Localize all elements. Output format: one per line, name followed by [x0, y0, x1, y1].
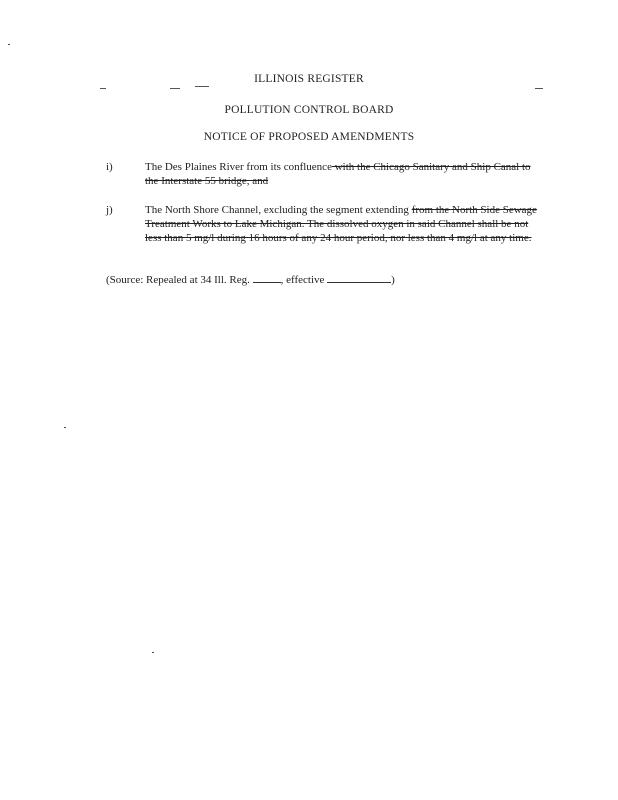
scan-speck — [170, 88, 180, 89]
scan-speck — [64, 427, 66, 428]
scan-speck — [100, 88, 106, 89]
notice-title: NOTICE OF PROPOSED AMENDMENTS — [203, 131, 415, 143]
item-text-kept: The North Shore Channel, excluding the segment extending — [145, 204, 412, 216]
source-suffix: ) — [391, 274, 395, 286]
item-text — [145, 160, 546, 188]
item-text-struck: from the North Side Sewage Treatment Works to Lake Michigan. The dissolved oxygen in said Channel shall be not less than 5 mg/l during 16 hours of any 24 hour period, nor less than 4 mg/l at any time. — [145, 204, 537, 244]
register-page-blank — [253, 272, 281, 283]
source-effective-label: , effective — [280, 274, 325, 286]
board-title: POLLUTION CONTROL BOARD — [224, 104, 394, 116]
effective-date-blank — [327, 272, 391, 283]
source-note — [106, 272, 395, 287]
scan-speck — [195, 86, 209, 87]
scan-speck — [152, 652, 154, 653]
register-title: ILLINOIS REGISTER — [254, 73, 364, 85]
list-item — [106, 203, 546, 245]
item-text-kept: The Des Plaines River from its confluence — [145, 161, 332, 173]
list-item — [106, 160, 546, 188]
scan-speck — [535, 88, 543, 89]
scan-speck — [8, 44, 10, 45]
item-marker: j) — [106, 204, 113, 216]
item-marker: i) — [106, 161, 113, 173]
item-text-struck: with the Chicago Sanitary and Ship Canal to the Interstate 55 bridge, and — [145, 161, 531, 187]
source-prefix: (Source: Repealed at 34 Ill. Reg. — [106, 274, 250, 286]
item-text — [145, 203, 546, 245]
